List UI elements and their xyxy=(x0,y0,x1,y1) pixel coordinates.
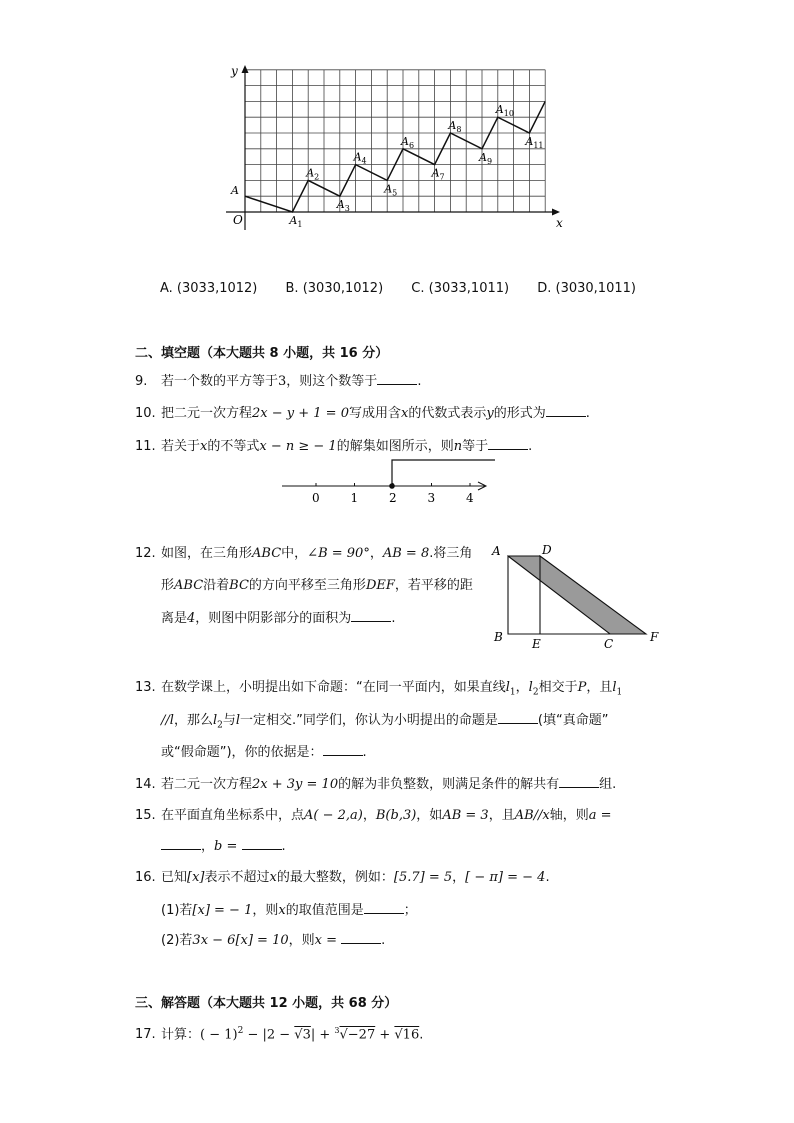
point-label: $A_6$ xyxy=(401,134,415,150)
point-label: $A_{11}$ xyxy=(525,135,544,150)
label-a: A xyxy=(492,544,501,558)
shaded-region xyxy=(508,556,646,634)
x-axis-arrow xyxy=(552,209,560,216)
y-axis-arrow xyxy=(242,65,249,73)
point-label: $A_9$ xyxy=(479,150,493,166)
tick-label: 4 xyxy=(466,491,474,505)
solution-endpoint xyxy=(389,483,395,489)
question-13-line-3: 或“假命题”)，你的依据是： . xyxy=(161,745,367,760)
question-15-line-1: 15. 在平面直角坐标系中，点A( − 2,a)，B(b,3)，如AB = 3，且AB//x轴，则a = xyxy=(135,808,612,823)
option-c[interactable]: C. (3033,1011) xyxy=(411,281,510,296)
answer-blank[interactable] xyxy=(242,837,282,850)
answer-blank[interactable] xyxy=(323,743,363,756)
question-number: 14. xyxy=(135,777,156,792)
answer-blank[interactable] xyxy=(498,711,538,724)
label-b: B xyxy=(494,630,503,644)
point-label: $A_7$ xyxy=(431,166,445,182)
answer-blank[interactable] xyxy=(488,437,528,450)
label-e: E xyxy=(532,637,541,651)
answer-blank[interactable] xyxy=(161,837,201,850)
question-12-line-2: 形ABC沿着BC的方向平移至三角形DEF，若平移的距 xyxy=(161,578,473,593)
question-number: 9. xyxy=(135,374,148,389)
tick-label: 3 xyxy=(427,491,436,505)
label-f: F xyxy=(650,630,659,644)
origin-label: O xyxy=(233,213,243,227)
question-12-line-1: 12. 如图，在三角形ABC中，∠B = 90°，AB = 8.将三角 xyxy=(135,546,473,561)
option-d[interactable]: D. (3030,1011) xyxy=(537,281,636,296)
question-12-line-3: 离是4，则图中阴影部分的面积为 . xyxy=(161,611,396,626)
tick-label: 2 xyxy=(389,491,397,505)
question-10: 10. 把二元一次方程2x − y + 1 = 0写成用含x的代数式表示y的形式为 . xyxy=(135,406,590,421)
y-axis-label: y xyxy=(231,64,238,78)
solution-bracket xyxy=(392,460,495,486)
option-b[interactable]: B. (3030,1012) xyxy=(285,281,384,296)
label-d: D xyxy=(542,543,552,557)
point-label: $A_8$ xyxy=(448,119,462,134)
triangle-def xyxy=(540,556,646,634)
question-16-part-1: (1)若[x] = − 1，则x的取值范围是 ； xyxy=(161,903,417,918)
question-16-part-2: (2)若3x − 6[x] = 10，则x = . xyxy=(161,933,386,948)
question-13-line-1: 13. 在数学课上，小明提出如下命题：“在同一平面内，如果直线$l_1$，$l_2$相交于P，且$l_1$ xyxy=(135,680,623,698)
question-15-line-2: ，b = . xyxy=(161,837,286,856)
point-label: $A_4$ xyxy=(353,150,367,166)
answer-blank[interactable] xyxy=(341,931,381,944)
question-13-line-2: //l，那么$l_2$与l一定相交.”同学们，你认为小明提出的命题是 (填“真命题” xyxy=(161,713,609,731)
question-number: 12. xyxy=(135,546,156,561)
question-17: 17. 计算：( − 1)$^2$ − |2 − √3| + $^3$√−27 + √16. xyxy=(135,1026,424,1043)
label-c: C xyxy=(604,637,614,651)
answer-options xyxy=(160,281,660,296)
triangle-abc xyxy=(508,556,610,634)
question-number: 13. xyxy=(135,680,156,695)
answer-blank[interactable] xyxy=(377,372,417,385)
section-3-title: 三、解答题（本大题共 12 小题，共 68 分） xyxy=(135,996,398,1011)
question-number: 11. xyxy=(135,439,156,454)
point-label: $A_1$ xyxy=(289,214,303,229)
question-14: 14. 若二元一次方程2x + 3y = 10的解为非负整数，则满足条件的解共有 组. xyxy=(135,777,617,792)
zigzag-grid-graph xyxy=(220,60,570,235)
question-number: 17. xyxy=(135,1027,156,1043)
section-2-title: 二、填空题（本大题共 8 小题，共 16 分） xyxy=(135,346,389,361)
triangle-translation-figure xyxy=(488,540,668,652)
question-11: 11. 若关于x的不等式x − n ≥ − 1的解集如图所示，则n等于 . xyxy=(135,439,533,454)
x-axis-label: x xyxy=(556,216,563,230)
point-labels xyxy=(230,103,544,229)
point-label: A xyxy=(231,184,239,198)
tick-label: 0 xyxy=(312,491,320,505)
answer-blank[interactable] xyxy=(559,775,599,788)
answer-blank[interactable] xyxy=(351,609,391,622)
question-number: 15. xyxy=(135,808,156,823)
answer-blank[interactable] xyxy=(364,901,404,914)
point-label: $A_{10}$ xyxy=(495,103,514,119)
tick-label: 1 xyxy=(350,491,359,505)
option-a[interactable]: A. (3033,1012) xyxy=(160,281,258,296)
question-number: 16. xyxy=(135,870,156,885)
question-number: 10. xyxy=(135,406,156,421)
question-9: 9. 若一个数的平方等于3，则这个数等于 . xyxy=(135,374,422,389)
point-label: $A_2$ xyxy=(306,166,320,182)
point-label: $A_3$ xyxy=(336,198,350,214)
point-label: $A_5$ xyxy=(384,182,398,198)
answer-blank[interactable] xyxy=(546,404,586,417)
question-16-line-1: 16. 已知[x]表示不超过x的最大整数，例如：[5.7] = 5，[ − π] = − 4. xyxy=(135,870,550,885)
number-line xyxy=(280,455,495,507)
